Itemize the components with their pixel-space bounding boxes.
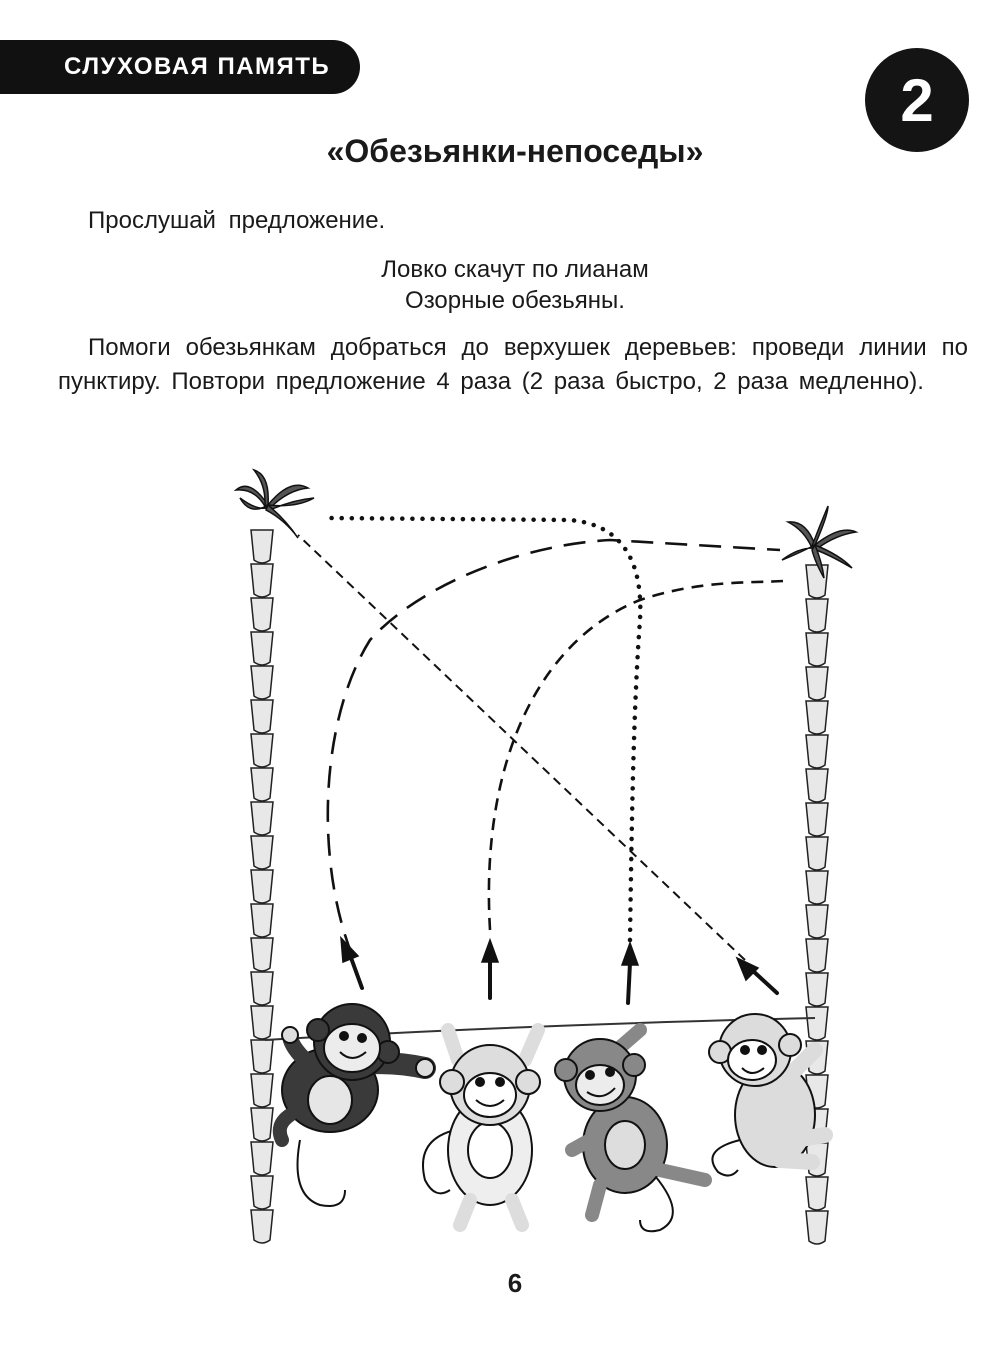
palm-leaves-right [782, 506, 856, 578]
trunk-segment [251, 632, 273, 665]
poem-line-1: Ловко скачут по лианам [381, 256, 649, 283]
poem-line-2: Озорные обезьяны. [405, 287, 625, 314]
trunk-segment [251, 836, 273, 869]
trunk-segment [251, 564, 273, 597]
trunk-segment [251, 666, 273, 699]
trunk-segment [251, 938, 273, 971]
trunk-segment [806, 599, 828, 632]
exercise-number: 2 [900, 66, 934, 134]
trace-path-3 [325, 518, 640, 940]
arrow-3 [622, 943, 638, 1003]
trunk-segment [251, 1210, 273, 1243]
section-label [0, 40, 360, 94]
trunk-segment [251, 802, 273, 835]
trunk-segment [251, 972, 273, 1005]
monkey-dark [280, 1004, 434, 1206]
trunk-segment [806, 939, 828, 972]
trunk-segment [251, 1074, 273, 1107]
trunk-segment [251, 768, 273, 801]
trunk-segment [806, 1007, 828, 1040]
arrow-1 [341, 938, 362, 988]
section-label-text: СЛУХОВАЯ ПАМЯТЬ [64, 53, 331, 80]
trunk-segment [806, 735, 828, 768]
page-title: «Обезьянки-непоседы» [326, 133, 704, 169]
trunk-segment [806, 633, 828, 666]
palm-leaves-left [236, 470, 314, 538]
trunk-segment [251, 1040, 273, 1073]
trunk-segment [251, 1142, 273, 1175]
monkey-grey [555, 1030, 705, 1231]
trunk-segment [806, 1177, 828, 1210]
poem [200, 254, 830, 316]
page-number: 6 [507, 1268, 523, 1298]
trunk-segment [251, 530, 273, 563]
trunk-segment [806, 803, 828, 836]
trace-path-2 [489, 581, 783, 930]
trunk-segment [806, 905, 828, 938]
instruction-text: Прослушай предложение. [88, 207, 386, 234]
trunk-segment [251, 1176, 273, 1209]
monkey-light [423, 1030, 540, 1225]
trunk-segment [251, 904, 273, 937]
trunk-segment [251, 1006, 273, 1039]
trace-path-1 [328, 540, 780, 955]
task-text: Помоги обезьянкам добраться до верхушек деревьев: проведи линии по пунктиру. Повтори предложение 4 раза (2 раза быстро, 2 раза медленно). [58, 334, 968, 395]
trunk-segment [806, 701, 828, 734]
trunk-segment [251, 700, 273, 733]
trunk-segment [251, 1108, 273, 1141]
trace-path-4 [298, 535, 745, 960]
palm-trunk-left [251, 530, 273, 1243]
trunk-segment [806, 837, 828, 870]
trunk-segment [806, 667, 828, 700]
trunk-segment [806, 565, 828, 598]
trunk-segment [251, 734, 273, 767]
tracing-illustration [220, 460, 880, 1250]
trunk-segment [806, 1211, 828, 1244]
arrow-2 [482, 940, 498, 998]
trunk-segment [251, 598, 273, 631]
trunk-segment [806, 769, 828, 802]
trunk-segment [251, 870, 273, 903]
trunk-segment [806, 973, 828, 1006]
trunk-segment [806, 871, 828, 904]
arrow-4 [737, 958, 777, 993]
